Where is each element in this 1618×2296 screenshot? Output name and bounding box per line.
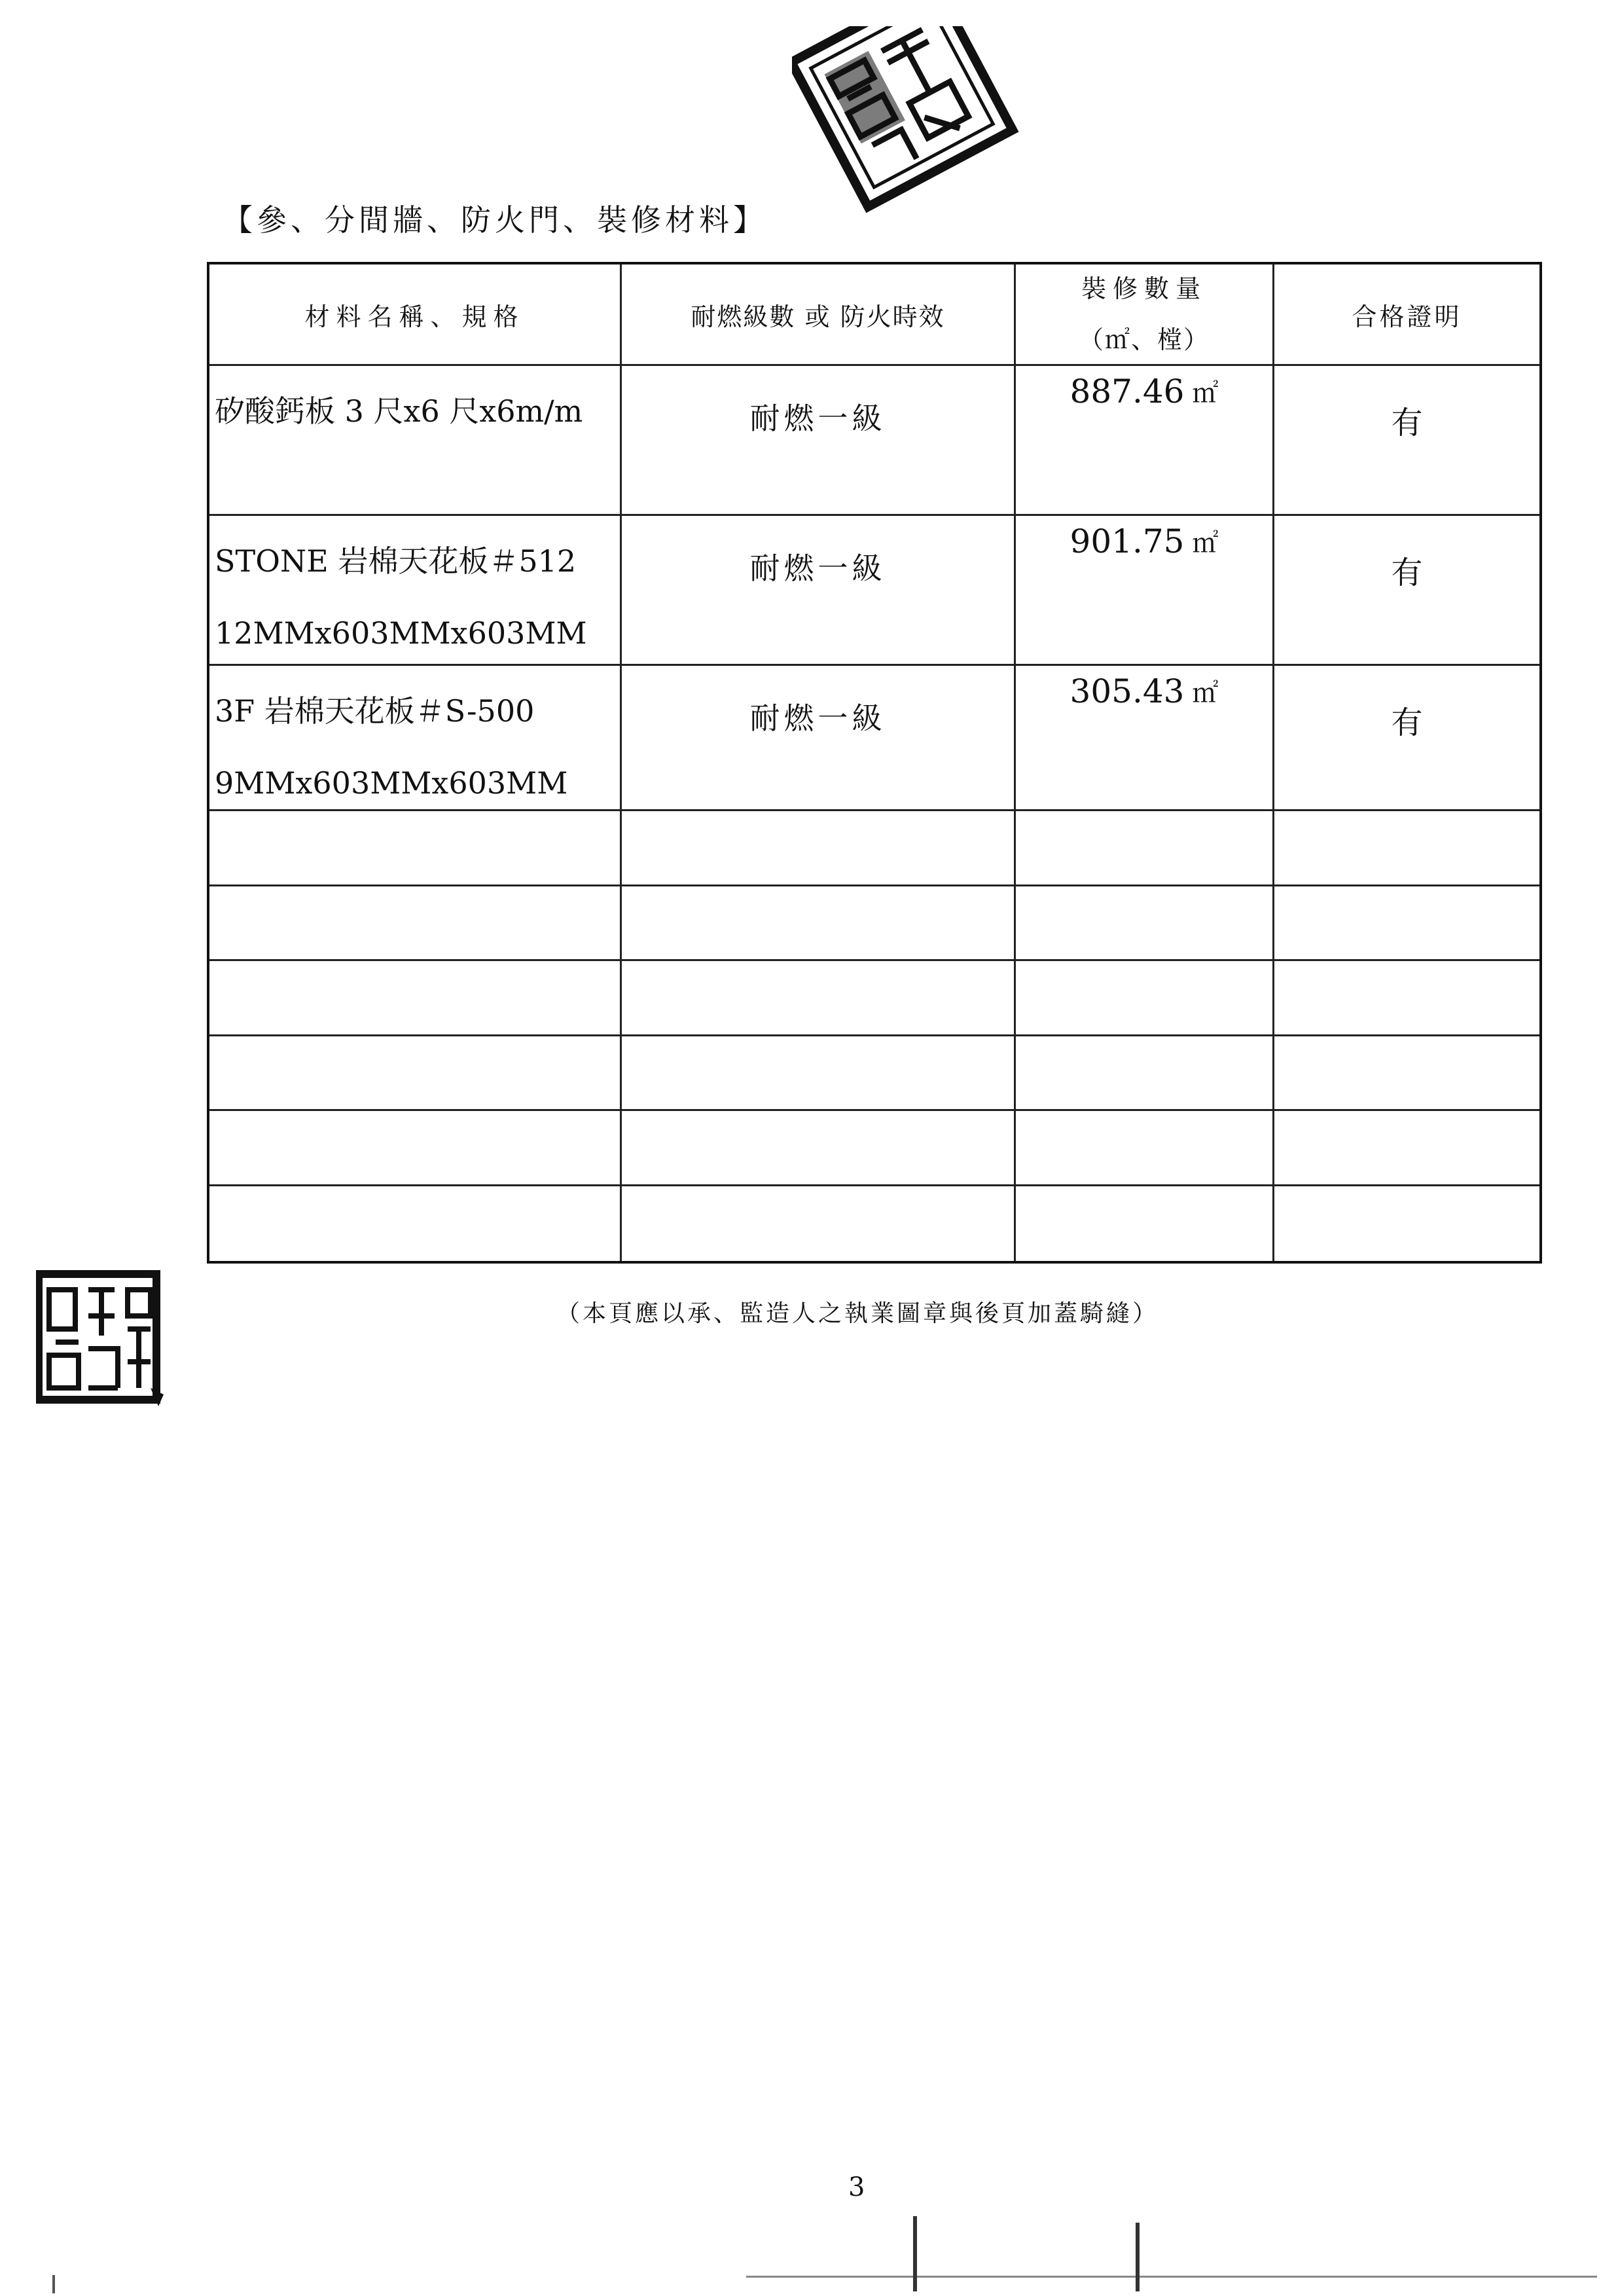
empty-row-cell (1016, 1036, 1274, 1112)
header-material-name: 材料名稱、規格 (209, 264, 622, 366)
scan-artifact-bottom (746, 2276, 1597, 2278)
quantity-value: 305.43 (1070, 672, 1185, 710)
empty-row-cell (209, 1036, 622, 1112)
table-row-2-name (209, 516, 622, 666)
empty-row-cell (209, 1111, 622, 1186)
header-quantity (1016, 264, 1274, 366)
empty-row-cell (209, 961, 622, 1036)
header-quantity-label: 裝修數量 (1081, 274, 1207, 303)
material-name-line1: 矽酸鈣板 3 尺x6 尺x6m/m (215, 393, 583, 429)
table-row-2-grade: 耐燃一級 (622, 516, 1016, 666)
table-row-3-name (209, 666, 622, 811)
table-row-3-grade: 耐燃一級 (622, 666, 1016, 811)
empty-row-cell (1016, 1111, 1274, 1186)
table-row-1-grade: 耐燃一級 (622, 366, 1016, 516)
seal-footnote: （本頁應以承、監造人之執業圖章與後頁加蓋騎縫） (556, 1300, 1159, 1327)
header-certificate: 合格證明 (1274, 264, 1539, 366)
empty-row-cell (209, 1186, 622, 1262)
empty-row-cell (622, 1036, 1016, 1112)
table-row-1-quantity (1016, 366, 1274, 516)
scan-artifact-stamp-fragment (913, 2216, 917, 2291)
empty-row-cell (1274, 1036, 1539, 1112)
header-fire-grade: 耐燃級數 或 防火時效 (622, 264, 1016, 366)
section-title: 【參、分間牆、防火門、裝修材料】 (223, 202, 767, 238)
scan-artifact-stamp-fragment (1136, 2223, 1140, 2291)
materials-table (207, 262, 1542, 1264)
empty-row-cell (1016, 886, 1274, 962)
empty-row-cell (1016, 961, 1274, 1036)
empty-row-cell (209, 886, 622, 962)
empty-row-cell (622, 961, 1016, 1036)
table-row-2-quantity (1016, 516, 1274, 666)
empty-row-cell (209, 811, 622, 886)
empty-row-cell (622, 1111, 1016, 1186)
empty-row-cell (1274, 811, 1539, 886)
table-row-1-certificate: 有 (1274, 366, 1539, 516)
empty-row-cell (1274, 1111, 1539, 1186)
table-row-3-certificate: 有 (1274, 666, 1539, 811)
quantity-value: 887.46 (1070, 373, 1185, 410)
quantity-unit: ㎡ (1192, 528, 1219, 558)
material-name-line1: STONE 岩棉天花板＃512 (215, 543, 577, 579)
left-seal-stamp (36, 1270, 167, 1408)
empty-row-cell (1274, 1186, 1539, 1262)
page-number: 3 (848, 2172, 865, 2202)
table-row-3-quantity (1016, 666, 1274, 811)
empty-row-cell (622, 886, 1016, 962)
quantity-unit: ㎡ (1192, 678, 1219, 708)
scan-artifact-left (52, 2275, 55, 2293)
quantity-value: 901.75 (1070, 522, 1185, 560)
header-quantity-unit: （㎡、樘） (1078, 325, 1210, 354)
quantity-unit: ㎡ (1192, 378, 1219, 409)
top-seal-stamp (792, 26, 1028, 216)
empty-row-cell (1016, 811, 1274, 886)
material-name-line2: 9MMx603MMx603MM (215, 765, 568, 801)
material-name-line2: 12MMx603MMx603MM (215, 615, 587, 651)
empty-row-cell (1274, 886, 1539, 962)
material-name-line1: 3F 岩棉天花板＃S-500 (215, 693, 535, 729)
empty-row-cell (1274, 961, 1539, 1036)
table-row-2-certificate: 有 (1274, 516, 1539, 666)
empty-row-cell (1016, 1186, 1274, 1262)
empty-row-cell (622, 1186, 1016, 1262)
table-row-1-name (209, 366, 622, 516)
empty-row-cell (622, 811, 1016, 886)
